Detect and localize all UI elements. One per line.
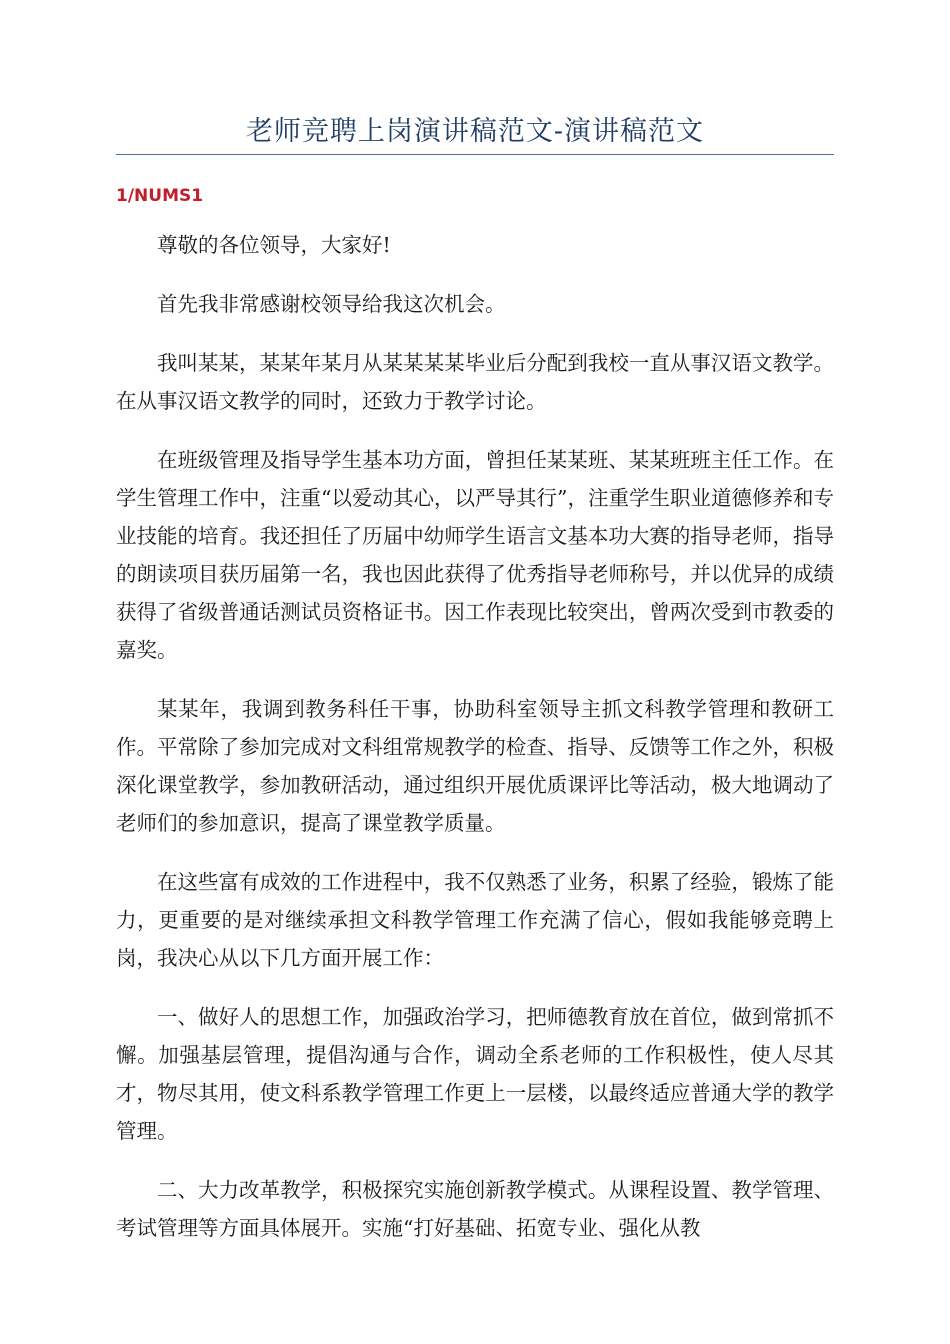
title-underline [116, 154, 834, 155]
page-number-label: 1/NUMS1 [116, 186, 204, 206]
paragraph-class-management: 在班级管理及指导学生基本功方面，曾担任某某班、某某班班主任工作。在学生管理工作中，注重“以爱动其心，以严导其行”，注重学生职业道德修养和专业技能的培育。我还担任了历届中幼师学生语言文基本功大赛的指导老师，指导的朗读项目获历届第一名，我也因此获得了优秀指导老师称号，并以优异的成绩获得了省级普通话测试员资格证书。因工作表现比较突出，曾两次受到市教委的嘉奖。 [116, 448, 834, 662]
paragraph-thanks: 首先我非常感谢校领导给我这次机会。 [157, 292, 506, 316]
paragraph-greeting: 尊敬的各位领导，大家好! [157, 233, 391, 257]
document-body [116, 226, 834, 1268]
paragraph-plan-one: 一、做好人的思想工作，加强政治学习，把师德教育放在首位，做到常抓不懈。加强基层管理，提倡沟通与合作，调动全系老师的工作积极性，使人尽其才，物尽其用，使文科系教学管理工作更上一层楼，以最终适应普通大学的教学管理。 [116, 1005, 834, 1143]
document-title: 老师竞聘上岗演讲稿范文-演讲稿范文 [245, 116, 705, 147]
paragraph-confidence: 在这些富有成效的工作进程中，我不仅熟悉了业务，积累了经验，锻炼了能力，更重要的是对继续承担文科教学管理工作充满了信心，假如我能够竞聘上岗，我决心从以下几方面开展工作： [116, 870, 834, 970]
paragraph-plan-two: 二、大力改革教学，积极探究实施创新教学模式。从课程设置、教学管理、考试管理等方面具体展开。实施“打好基础、拓宽专业、强化从教 [116, 1178, 834, 1240]
paragraph-academic-affairs: 某某年，我调到教务科任干事，协助科室领导主抓文科教学管理和教研工作。平常除了参加完成对文科组常规教学的检查、指导、反馈等工作之外，积极深化课堂教学，参加教研活动，通过组织开展优质课评比等活动，极大地调动了老师们的参加意识，提高了课堂教学质量。 [116, 697, 834, 835]
paragraph-introduction: 我叫某某，某某年某月从某某某某毕业后分配到我校一直从事汉语文教学。在从事汉语文教学的同时，还致力于教学讨论。 [116, 351, 834, 413]
